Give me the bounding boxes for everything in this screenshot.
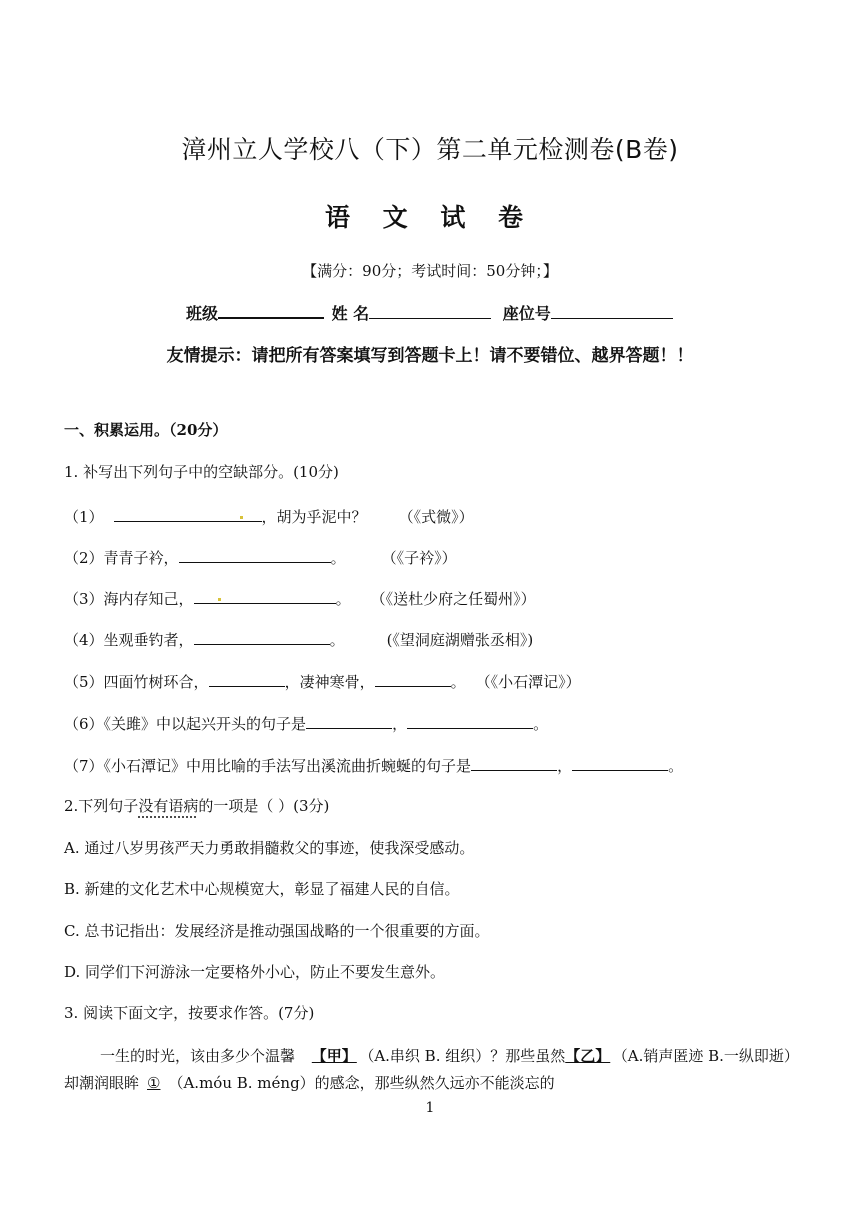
answer-blank[interactable] <box>572 754 668 771</box>
item-text: ，凄神寒骨， <box>284 673 375 691</box>
option-a: A. 通过八岁男孩严天力勇敢捐髓救父的事迹，使我深受感动。 <box>64 839 475 857</box>
answer-blank[interactable] <box>306 712 392 729</box>
fill-item-1 <box>64 505 474 527</box>
answer-blank[interactable] <box>179 546 331 563</box>
item-number: （1） <box>64 508 104 526</box>
fill-item-4 <box>64 628 533 650</box>
blank-1[interactable]: ① <box>147 1074 161 1092</box>
fill-item-3 <box>64 587 536 609</box>
highlight-marker <box>218 598 221 601</box>
item-number: （6） <box>64 715 104 733</box>
item-source: （《小石潭记》） <box>475 673 581 691</box>
reading-passage <box>64 1043 804 1097</box>
fill-item-7 <box>64 754 683 776</box>
item-source: （《式微》） <box>398 508 474 526</box>
fill-item-5 <box>64 670 581 692</box>
student-info-line <box>186 301 673 324</box>
item-text: ，胡为乎泥中？ <box>261 508 367 526</box>
seat-label: 座位号 <box>502 304 551 323</box>
item-number: （5） <box>64 673 104 691</box>
score-time-line: 【满分：90分；考试时间：50分钟；】 <box>302 262 558 280</box>
blank-jia[interactable]: 【甲】 <box>311 1047 357 1065</box>
item-text: 《关雎》中以起兴开头的句子是 <box>103 715 307 733</box>
answer-blank[interactable] <box>375 670 451 687</box>
item-text: 坐观垂钓者， <box>103 631 194 649</box>
answer-blank[interactable] <box>407 712 533 729</box>
item-number: （2） <box>64 549 104 567</box>
item-text: 。 <box>450 673 466 691</box>
question-2-stem <box>64 795 329 816</box>
highlight-marker <box>240 516 243 519</box>
item-source: (《望洞庭湖赠张丞相》) <box>386 631 534 649</box>
name-label: 姓 名 <box>331 304 370 323</box>
passage-text: （A.móu B. méng）的感念，那些纵然久远亦不能淡忘的 <box>168 1074 555 1092</box>
passage-text: （A.串织 B. 组织）？那些虽然 <box>366 1047 566 1065</box>
fill-item-6 <box>64 712 548 734</box>
emphasis-dotted-text: 没有语病 <box>138 797 199 815</box>
friendly-tip: 友情提示：请把所有答案填写到答题卡上！请不要错位、越界答题！！ <box>166 346 694 366</box>
item-source: （《送杜少府之任蜀州》） <box>370 590 536 608</box>
item-text: 。 <box>668 757 684 775</box>
item-text: 。 <box>533 715 549 733</box>
item-text: 。 <box>330 549 346 567</box>
blank-yi[interactable]: 【乙】 <box>565 1047 611 1065</box>
question-3-stem: 3. 阅读下面文字，按要求作答。(7分) <box>64 1004 315 1022</box>
option-c: C. 总书记指出：发展经济是推动强国战略的一个很重要的方面。 <box>64 922 490 940</box>
fill-item-2 <box>64 546 457 568</box>
answer-blank[interactable] <box>194 628 330 645</box>
class-label: 班级 <box>186 304 219 323</box>
item-text: 海内存知己， <box>103 590 194 608</box>
name-blank[interactable] <box>369 302 491 319</box>
item-text: 四面竹树环合， <box>103 673 209 691</box>
item-number: （3） <box>64 590 104 608</box>
passage-text: 一生的时光，该由多少个温馨 <box>100 1047 296 1065</box>
item-text: ， <box>392 715 408 733</box>
answer-blank[interactable] <box>114 505 262 522</box>
item-number: （4） <box>64 631 104 649</box>
answer-blank[interactable] <box>194 587 336 604</box>
item-number: （7） <box>64 757 104 775</box>
item-text: 青青子衿， <box>103 549 179 567</box>
page-number: 1 <box>425 1100 435 1116</box>
item-text: 。 <box>335 590 351 608</box>
exam-subject-title: 语 文 试 卷 <box>324 203 536 232</box>
stem-text: 的一项是（ ）(3分) <box>198 797 330 815</box>
option-b: B. 新建的文化艺术中心规模宽大，彰显了福建人民的自信。 <box>64 880 460 898</box>
item-text: ， <box>557 757 573 775</box>
option-d: D. 同学们下河游泳一定要格外小心，防止不要发生意外。 <box>64 963 446 981</box>
section-heading: 一、积累运用。（20分） <box>64 421 228 439</box>
question-1-stem: 1. 补写出下列句子中的空缺部分。(10分) <box>64 463 339 481</box>
page-title: 漳州立人学校八（下）第二单元检测卷(B卷) <box>181 135 679 164</box>
answer-blank[interactable] <box>209 670 285 687</box>
seat-blank[interactable] <box>551 302 673 319</box>
item-source: （《子衿》） <box>381 549 457 567</box>
class-blank[interactable] <box>218 301 324 319</box>
item-text: 。 <box>329 631 345 649</box>
answer-blank[interactable] <box>471 754 557 771</box>
stem-text: 2.下列句子 <box>64 797 139 815</box>
item-text: 《小石潭记》中用比喻的手法写出溪流曲折蜿蜒的句子是 <box>103 757 472 775</box>
passage-text: （A.销声匿迹 B.一纵即逝）却潮润眼眸 <box>64 1047 799 1092</box>
